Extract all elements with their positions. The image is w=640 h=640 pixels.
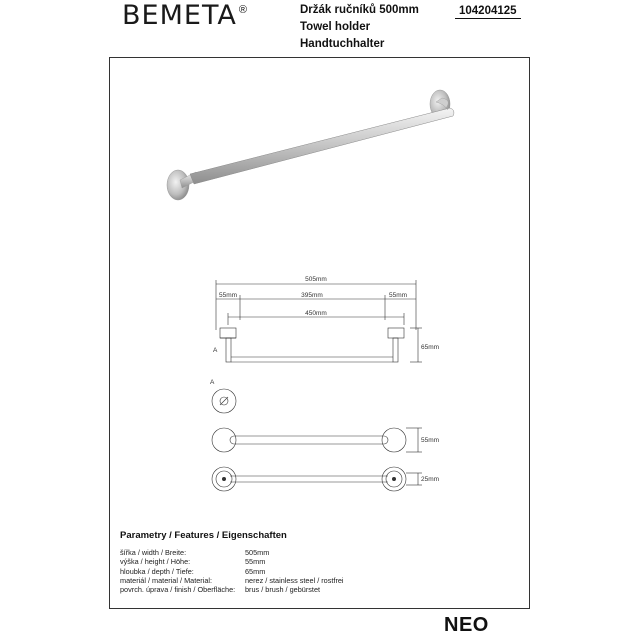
dim-total-width: 505mm <box>305 276 327 283</box>
dim-height: 65mm <box>421 344 440 351</box>
param-key: materiál / material / Material: <box>120 575 213 585</box>
product-photo <box>150 80 470 220</box>
param-row <box>120 585 344 594</box>
title-czech: Držák ručníků 500mm <box>300 4 419 16</box>
dim-side-55: 55mm <box>421 437 440 444</box>
dim-span: 450mm <box>305 310 327 317</box>
param-row <box>120 567 344 576</box>
param-key: povrch. úprava / finish / Oberfläche: <box>120 585 236 595</box>
param-value: nerez / stainless steel / rostfrei <box>245 575 344 585</box>
view-a-marker: A <box>213 347 218 354</box>
dim-right: 55mm <box>388 292 408 299</box>
param-key: hloubka / depth / Tiefe: <box>120 566 194 576</box>
parameters-table <box>120 548 344 594</box>
param-row <box>120 548 344 557</box>
param-value: 505mm <box>245 548 270 557</box>
param-value: 55mm <box>245 557 266 567</box>
param-key: šířka / width / Breite: <box>120 548 187 557</box>
title-english: Towel holder <box>300 21 371 33</box>
param-row <box>120 557 344 566</box>
title-german: Handtuchhalter <box>300 38 385 50</box>
dim-left: 55mm <box>218 292 238 299</box>
towel-bar <box>190 108 454 184</box>
registered-mark: ® <box>238 4 247 16</box>
parameters-title: Parametry / Features / Eigenschaften <box>120 530 287 541</box>
brand-logo <box>122 2 247 30</box>
view-a-label: A <box>210 379 215 386</box>
param-key: výška / height / Höhe: <box>120 557 191 567</box>
series-name: NEO <box>444 614 489 636</box>
param-value: brus / brush / gebürstet <box>245 585 321 595</box>
dim-side-25: 25mm <box>421 476 440 483</box>
brand-name: BEMETA <box>122 0 237 31</box>
param-row <box>120 576 344 585</box>
product-code: 104204125 <box>455 4 521 19</box>
dim-middle: 395mm <box>301 292 323 299</box>
technical-drawing <box>200 270 450 510</box>
param-value: 65mm <box>245 566 266 576</box>
product-title-block <box>300 2 419 53</box>
